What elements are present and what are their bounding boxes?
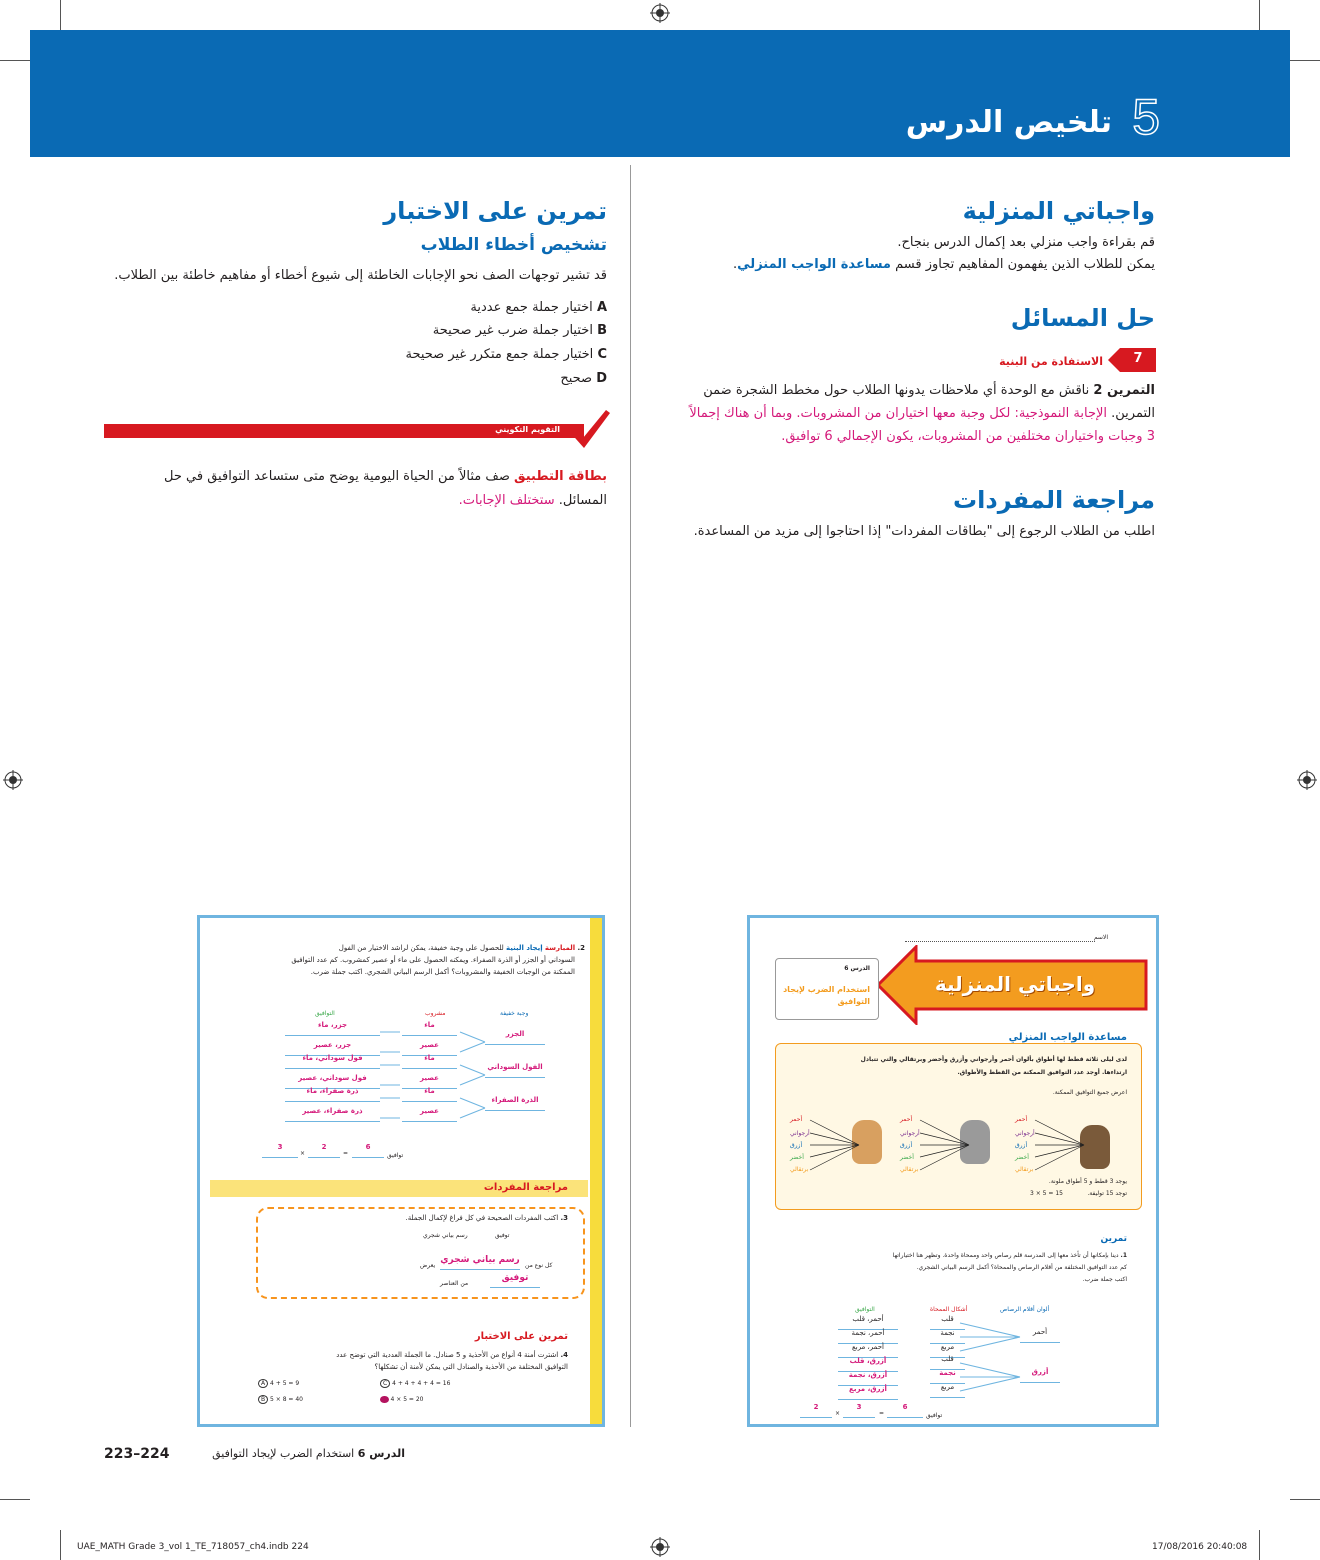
footer-lesson xyxy=(175,1447,405,1460)
crop-mark xyxy=(0,60,30,61)
q3-word1: توفيق xyxy=(495,1232,510,1239)
eq-label: توافيق xyxy=(387,1152,404,1159)
snack-1: الفول السوداني xyxy=(485,1063,545,1078)
registration-mark-icon xyxy=(650,3,670,23)
option-letter: A xyxy=(596,300,607,315)
collar-label: برتقالي xyxy=(790,1166,809,1173)
exercise2-line2 xyxy=(675,403,1155,425)
help-summary2: توجد 15 توليفة. xyxy=(1087,1190,1127,1197)
p1-line1 xyxy=(777,1252,1127,1259)
choice-text: 5 × 8 = 40 xyxy=(270,1396,303,1403)
eq-b: 2 xyxy=(308,1143,340,1158)
crop-mark xyxy=(1290,60,1320,61)
option-text: اختيار جملة ضرب غير صحيحة xyxy=(432,323,593,338)
combo-r-2: أحمر، مربع xyxy=(838,1343,898,1358)
footer-lesson-label: الدرس 6 xyxy=(357,1447,405,1460)
choice-letter-selected: D xyxy=(382,1396,387,1403)
eraser-5: مربع xyxy=(930,1383,965,1398)
print-date: 17/08/2016 20:40:08 xyxy=(1152,1542,1248,1552)
q2-line3: الممكنة من الوجبات الخفيفة والمشروبات؟ أكمل الرسم البياني الشجري. اكتب جملة ضرب. xyxy=(310,968,575,976)
vocab-review-heading: مراجعة المفردات xyxy=(953,486,1155,514)
test-practice-heading: تمرين على الاختبار xyxy=(383,197,607,225)
pencil-0: أحمر xyxy=(1020,1328,1060,1343)
registration-mark-icon xyxy=(3,770,23,790)
combo-1: جزر، عصير xyxy=(285,1041,380,1056)
eq-r-op1: × xyxy=(835,1410,841,1417)
eq-r-b: 3 xyxy=(843,1403,875,1418)
drink-0: ماء xyxy=(402,1021,457,1036)
option-letter: D xyxy=(596,371,607,386)
combo-0: جزر، ماء xyxy=(285,1021,380,1036)
collar-label: أحمر xyxy=(790,1116,803,1123)
misconceptions-subheading: تشخيص أخطاء الطلاب xyxy=(420,235,607,255)
homework-line1: قم بقراءة واجب منزلي بعد إكمال الدرس بنجاح. xyxy=(897,235,1155,250)
footer-lesson-title: استخدام الضرب لإيجاد التوافيق xyxy=(212,1447,355,1460)
collar-label: أزرق xyxy=(790,1142,803,1149)
lesson-box-label: الدرس 6 xyxy=(844,965,870,972)
collar-label: أخضر xyxy=(1015,1154,1029,1161)
drink-1: عصير xyxy=(402,1041,457,1056)
q2-label: 2. xyxy=(577,944,585,952)
p1-line3: اكتب جملة ضرب. xyxy=(1082,1276,1127,1283)
collar-label: أخضر xyxy=(790,1154,804,1161)
practice-badge-label: الاستفادة من البنية xyxy=(999,355,1103,368)
exercise2-label: التمرين 2 xyxy=(1093,383,1155,398)
collar-label: برتقالي xyxy=(1015,1166,1034,1173)
q2-badge: المبارسة xyxy=(544,944,576,952)
col-combo-r: التوافيق xyxy=(855,1306,875,1313)
option-b xyxy=(307,320,607,342)
eraser-2: مربع xyxy=(930,1343,965,1358)
crop-mark xyxy=(60,1530,61,1560)
choice-a xyxy=(258,1380,299,1387)
q2-line1 xyxy=(225,943,585,954)
q4-line1 xyxy=(238,1350,568,1361)
q3-ans1: رسم بياني شجري xyxy=(440,1255,520,1270)
collar-label: أخضر xyxy=(900,1154,914,1161)
collar-label: أرجواني xyxy=(1015,1130,1035,1137)
col-pencil: ألوان أقلام الرصاص xyxy=(1000,1306,1050,1313)
eq-r-c: 6 xyxy=(887,1403,923,1418)
collar-label: أحمر xyxy=(1015,1116,1028,1123)
p1-label: 1. xyxy=(1120,1252,1127,1259)
exit-card-line1 xyxy=(107,466,607,488)
drink-5: عصير xyxy=(402,1107,457,1122)
q3-line xyxy=(248,1213,568,1224)
pencil-1: أزرق xyxy=(1020,1368,1060,1383)
q2-line2: السوداني أو الجزر أو الذرة الصفراء. ويمكنه الحصول على ماء أو عصير كمشروب. كم عدد التوافيق xyxy=(291,956,575,964)
q3-line1-b: يعرض xyxy=(420,1262,436,1269)
crop-mark xyxy=(1259,0,1260,30)
snack-0: الجزر xyxy=(485,1030,545,1045)
exercise2-text: ناقش مع الوحدة أي ملاحظات يدونها الطلاب حول مخطط الشجرة ضمن xyxy=(703,383,1090,398)
homework-help-term: مساعدة الواجب المنزلي xyxy=(737,257,891,272)
misconceptions-intro: قد تشير توجهات الصف نحو الإجابات الخاطئة إلى شيوع أخطاء أو مفاهيم خاطئة بين الطلاب. xyxy=(114,268,607,283)
help-heading: مساعدة الواجب المنزلي xyxy=(1008,1032,1127,1043)
registration-mark-icon xyxy=(650,1537,670,1557)
exit-card-text2: المسائل. xyxy=(558,493,607,508)
choice-d xyxy=(380,1396,424,1403)
name-line xyxy=(905,941,1095,942)
collar-label: أرجواني xyxy=(900,1130,920,1137)
help-text1: لدى ليلى ثلاثة قطط لها أطواق بألوان أحمر وأرجواني وأزرق وأخضر وبرتقالي والتي تتبادل xyxy=(860,1056,1127,1063)
eraser-1: نجمة xyxy=(930,1329,965,1344)
choice-b xyxy=(258,1396,303,1403)
homework-line2 xyxy=(685,254,1155,276)
file-info: UAE_MATH Grade 3_vol 1_TE_718057_ch4.indb 224 xyxy=(77,1542,309,1552)
homework-line2-end: . xyxy=(733,257,738,272)
eq-r-op2: = xyxy=(879,1410,885,1417)
combo-r-4: أزرق، نجمة xyxy=(838,1371,898,1386)
drink-3: عصير xyxy=(402,1074,457,1089)
choice-c xyxy=(380,1380,450,1387)
exercise2-line1 xyxy=(675,380,1155,402)
checkmark-icon xyxy=(566,408,612,450)
student-page-title: واجباتي المنزلية xyxy=(934,972,1096,996)
panel-edge-strip xyxy=(590,918,602,1424)
eq-r-a: 2 xyxy=(800,1403,832,1418)
combo-2: فول سوداني، ماء xyxy=(285,1054,380,1069)
option-letter: C xyxy=(597,347,607,362)
eraser-0: قلب xyxy=(930,1315,965,1330)
drink-2: ماء xyxy=(402,1054,457,1069)
help-summary-eq: 3 × 5 = 15 xyxy=(1030,1190,1063,1197)
col-drink: مشروب xyxy=(425,1010,446,1017)
col-snack: وجبة خفيفة xyxy=(500,1010,529,1017)
banner-title: تلخيص الدرس xyxy=(905,105,1112,140)
eq-r-label: توافيق xyxy=(926,1412,943,1419)
collar-label: أحمر xyxy=(900,1116,913,1123)
option-text: صحيح xyxy=(560,371,593,386)
choice-text: 4 + 5 = 9 xyxy=(270,1380,300,1387)
q3-label: 3. xyxy=(560,1214,568,1222)
eq-op2: = xyxy=(343,1150,349,1157)
collar-label: أزرق xyxy=(1015,1142,1028,1149)
collar-lines xyxy=(805,1115,860,1175)
registration-mark-icon xyxy=(1297,770,1317,790)
drink-4: ماء xyxy=(402,1087,457,1102)
crop-mark xyxy=(1259,1530,1260,1560)
p1-line2: كم عدد التوافيق المختلفة من أقلام الرصاص والممحاة؟ أكمل الرسم البياني الشجري. xyxy=(916,1264,1127,1271)
q4-line2: التوافيق المختلفة من الأحذية والصنادل التي يمكن لأمنة أن تشكلها؟ xyxy=(374,1363,568,1371)
choice-text: 4 × 5 = 20 xyxy=(390,1396,424,1403)
exercise2-answer-line3: 3 وجبات واختياران مختلفين من المشروبات، يكون الإجمالي 6 توافيق. xyxy=(781,429,1155,444)
problem-solving-heading: حل المسائل xyxy=(1010,304,1155,332)
eq-c: 6 xyxy=(352,1143,384,1158)
option-a xyxy=(307,297,607,319)
eraser-3: قلب xyxy=(930,1355,965,1370)
collar-lines xyxy=(1030,1115,1085,1175)
collar-label: أزرق xyxy=(900,1142,913,1149)
eq-a: 3 xyxy=(262,1143,298,1158)
test-panel-heading: تمرين على الاختبار xyxy=(474,1331,568,1342)
practice-heading: تمرين xyxy=(1100,1234,1127,1244)
q4-text: اشترت أمنة 4 أنواع من الأحذية و 5 صنادل. ما الجملة العددية التي توضح عدد xyxy=(336,1351,559,1359)
q3-line1-a: كل نوع من xyxy=(525,1262,553,1269)
formative-label: التقويم التكويني xyxy=(495,425,560,434)
exercise2-text2: التمرين. xyxy=(1111,406,1155,421)
crop-mark xyxy=(60,0,61,30)
practice-badge-number: 7 xyxy=(1133,351,1143,366)
name-label: الاسم xyxy=(1093,934,1108,941)
option-letter: B xyxy=(597,323,607,338)
lesson-number: 5 xyxy=(1132,89,1160,145)
combo-5: ذرة صفراء، عصير xyxy=(285,1107,380,1122)
choice-letter: A xyxy=(258,1379,268,1388)
exit-card-label: بطاقة التطبيق xyxy=(514,469,607,484)
exit-card-line2 xyxy=(107,490,607,512)
crop-mark xyxy=(1290,1499,1320,1500)
combo-r-3: أزرق، قلب xyxy=(838,1357,898,1372)
homework-line2-text: يمكن للطلاب الذين يفهمون المفاهيم تجاوز قسم xyxy=(895,257,1155,272)
option-text: اختيار جملة جمع متكرر غير صحيحة xyxy=(405,347,594,362)
q2-tag: إيجاد البنية xyxy=(506,944,543,952)
collar-lines xyxy=(915,1115,970,1175)
combo-r-5: أزرق، مربع xyxy=(838,1385,898,1400)
crop-mark xyxy=(0,1499,30,1500)
homework-heading: واجباتي المنزلية xyxy=(962,197,1155,225)
option-d xyxy=(307,368,607,390)
combo-4: ذرة صفراء، ماء xyxy=(285,1087,380,1102)
collar-label: برتقالي xyxy=(900,1166,919,1173)
choice-text: 4 + 4 + 4 + 4 = 16 xyxy=(392,1380,451,1387)
help-summary1: يوجد 3 قطط و 5 أطواق ملونة. xyxy=(1048,1178,1127,1185)
q3-line2: من العناصر xyxy=(440,1280,469,1287)
choice-letter: C xyxy=(380,1379,390,1388)
page-numbers: 223–224 xyxy=(104,1446,170,1462)
exit-card-text: صف مثالاً من الحياة اليومية يوضح متى ستساعد التوافيق في حل xyxy=(164,469,510,484)
eq-op1: × xyxy=(300,1150,306,1157)
lesson-box-title: استخدام الضرب لإيجاد التوافيق xyxy=(783,985,870,1006)
p1-text: دينا بإمكانها أن تأخذ معها إلى المدرسة قلم رصاص واحد وممحاة واحدة. وتظهر هنا اختياراتها xyxy=(892,1252,1119,1259)
choice-letter: B xyxy=(258,1395,268,1404)
q4-label: 4. xyxy=(560,1351,568,1359)
exit-card-answer: ستختلف الإجابات. xyxy=(458,493,555,508)
q2-text: للحصول على وجبة خفيفة، يمكن لراشد الاختيار من الفول xyxy=(338,944,504,952)
eraser-4: نجمة xyxy=(930,1369,965,1384)
q3-text: اكتب المفردات الصحيحة في كل فراغ لإكمال الجملة. xyxy=(405,1214,559,1222)
column-divider xyxy=(630,165,631,1427)
exercise2-answer: الإجابة النموذجية: لكل وجبة معها اختياران من المشروبات. وبما أن هناك إجمالاً xyxy=(689,406,1108,421)
help-prompt: اعرض جميع التوافيق الممكنة. xyxy=(1052,1089,1127,1096)
vocab-panel-heading: مراجعة المفردات xyxy=(483,1182,568,1193)
combo-r-0: أحمر، قلب xyxy=(838,1315,898,1330)
option-text: اختيار جملة جمع عددية xyxy=(470,300,593,315)
vocab-review-text: اطلب من الطلاب الرجوع إلى "بطاقات المفردات" إذا احتاجوا إلى مزيد من المساعدة. xyxy=(693,524,1155,539)
col-eraser: أشكال الممحاة xyxy=(930,1306,968,1313)
option-c xyxy=(307,344,607,366)
combo-3: فول سوداني، عصير xyxy=(285,1074,380,1089)
collar-label: أرجواني xyxy=(790,1130,810,1137)
help-text2: ارتداءها. أوجد عدد التوافيق الممكنة من القطط والأطواق. xyxy=(957,1069,1127,1076)
col-combo: التوافيق xyxy=(315,1010,335,1017)
q3-word2: رسم بياني شجري xyxy=(423,1232,468,1239)
q3-ans2: توفيق xyxy=(490,1273,540,1288)
snack-2: الذرة الصفراء xyxy=(485,1096,545,1111)
combo-r-1: أحمر، نجمة xyxy=(838,1329,898,1344)
